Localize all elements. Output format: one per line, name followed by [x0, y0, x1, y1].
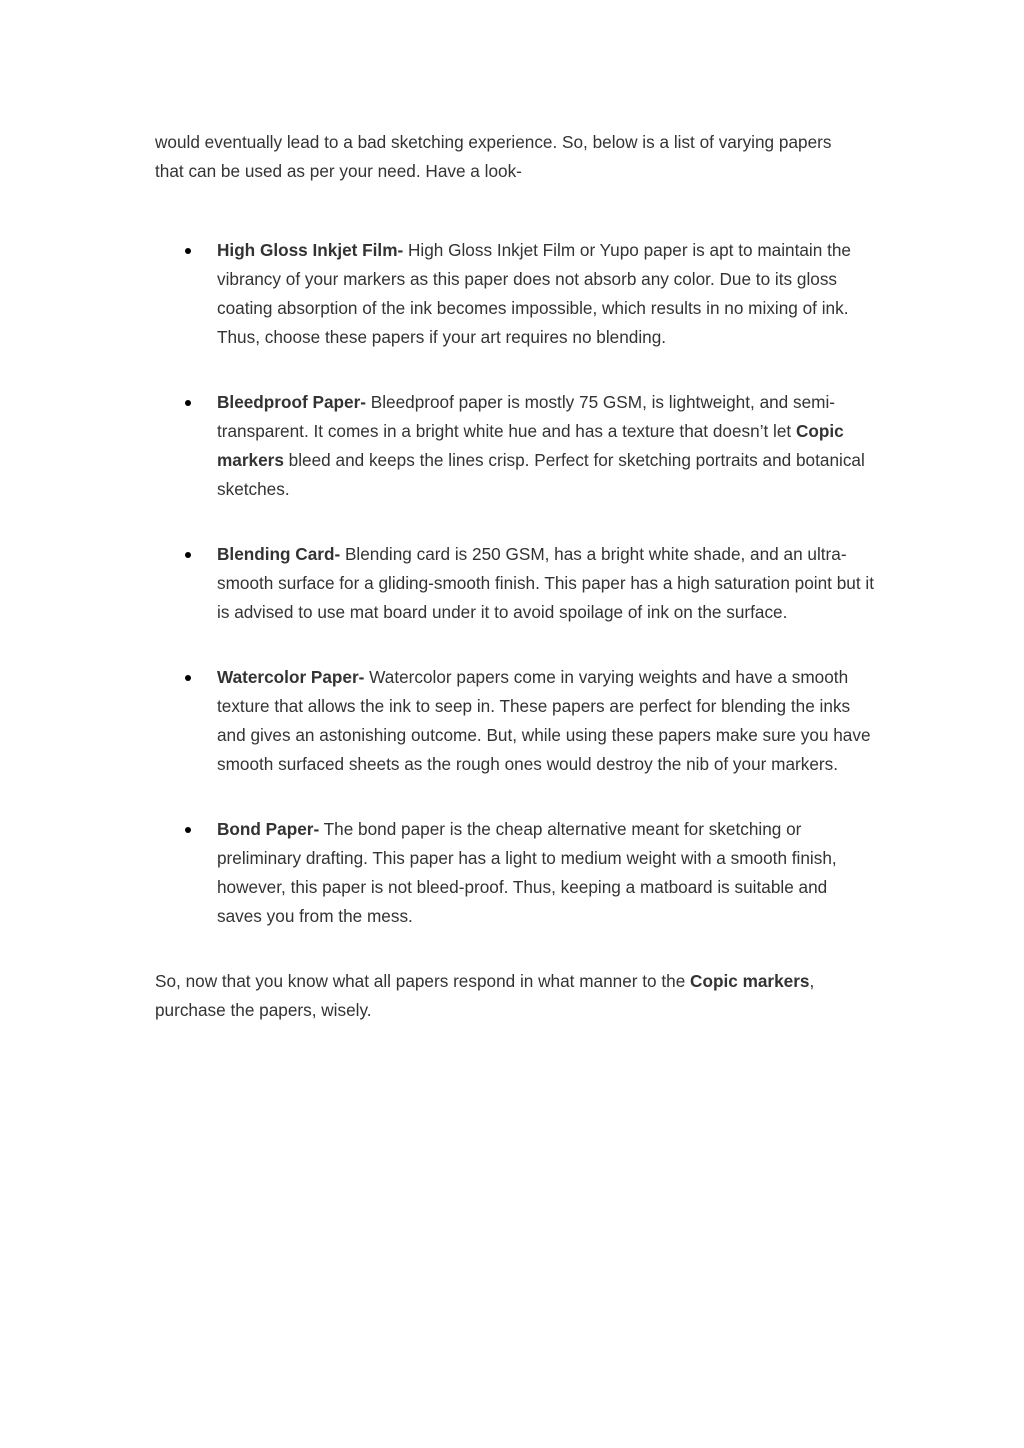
list-item [155, 540, 875, 627]
item-title: High Gloss Inkjet Film- [217, 240, 404, 260]
bullet-icon [185, 400, 191, 406]
conclusion-paragraph [155, 967, 875, 1025]
list-item [155, 388, 875, 504]
bullet-icon [185, 675, 191, 681]
conclusion-text: So, now that you know what all papers respond in what manner to the [155, 971, 691, 991]
item-text: The bond paper is the cheap alternative meant for sketching or preliminary drafting. This paper has a light to medium weight with a smooth finish, however, this paper is not bleed-proof. Thus, keeping a matboard is suitable and saves you from the mess. [217, 819, 837, 926]
item-text: Blending card is 250 GSM, has a bright white shade, and an ultra-smooth surface for a gliding-smooth finish. This paper has a high saturation point but it is advised to use mat board under it to avoid spoilage of ink on the surface. [217, 544, 874, 622]
intro-line-2: that can be used as per your need. Have a look- [155, 161, 522, 181]
intro-line-1: would eventually lead to a bad sketching experience. So, below is a list of varying papers [155, 132, 832, 152]
paper-list [155, 236, 875, 931]
item-title: Blending Card- [217, 544, 341, 564]
item-title: Bond Paper- [217, 819, 320, 839]
bullet-icon [185, 248, 191, 254]
document-page [155, 128, 875, 1025]
item-title: Watercolor Paper- [217, 667, 365, 687]
copic-markers-link[interactable]: Copic markers [690, 971, 810, 991]
list-item [155, 663, 875, 779]
item-title: Bleedproof Paper- [217, 392, 366, 412]
item-text: High Gloss Inkjet Film or Yupo paper is apt to maintain the vibrancy of your markers as this paper does not absorb any color. Due to its gloss coating absorption of the ink becomes impossible, which results in no mixing of ink. Thus, choose these papers if your art requires no blending. [217, 240, 851, 347]
item-text: Watercolor papers come in varying weights and have a smooth texture that allows the ink to seep in. These papers are perfect for blending the inks and gives an astonishing outcome. But, while using these papers make sure you have smooth surfaced sheets as the rough ones would destroy the nib of your markers. [217, 667, 871, 774]
copic-markers-link[interactable]: Copic markers [217, 421, 844, 470]
item-text: Bleedproof paper is mostly 75 GSM, is lightweight, and semi-transparent. It comes in a bright white hue and has a texture that doesn’t let [217, 392, 836, 441]
intro-paragraph [155, 128, 875, 186]
bullet-icon [185, 552, 191, 558]
conclusion-line-2: purchase the papers, wisely. [155, 1000, 372, 1020]
list-item [155, 236, 875, 352]
conclusion-comma: , [809, 971, 815, 991]
list-item [155, 815, 875, 931]
item-text-after: bleed and keeps the lines crisp. Perfect for sketching portraits and botanical sketches. [217, 450, 865, 499]
bullet-icon [185, 827, 191, 833]
